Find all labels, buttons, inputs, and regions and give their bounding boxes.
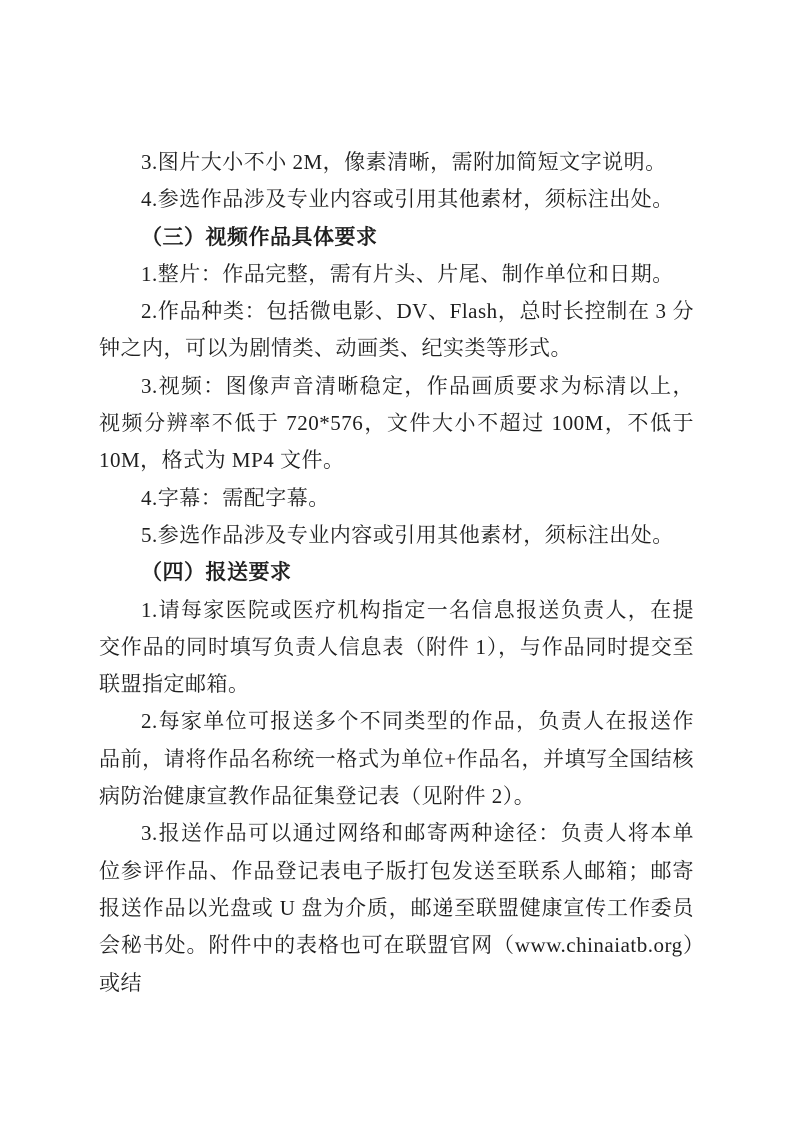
body-paragraph: 1.整片：作品完整，需有片头、片尾、制作单位和日期。 <box>141 261 674 286</box>
body-paragraph: 4.参选作品涉及专业内容或引用其他素材，须标注出处。 <box>141 187 674 212</box>
body-paragraph: 3.视频：图像声音清晰稳定，作品画质要求为标清以上，视频分辨率不低于 720*576，文件大小不超过 100M，不低于 10M，格式为 MP4 文件。 <box>99 373 694 473</box>
document-body <box>99 144 694 1002</box>
section-heading: （四）报送要求 <box>141 560 292 585</box>
body-paragraph: 5.参选作品涉及专业内容或引用其他素材，须标注出处。 <box>141 522 674 547</box>
body-paragraph: 2.作品种类：包括微电影、DV、Flash，总时长控制在 3 分钟之内，可以为剧情类、动画类、纪实类等形式。 <box>99 299 694 361</box>
section-heading: （三）视频作品具体要求 <box>141 224 378 249</box>
body-paragraph: 1.请每家医院或医疗机构指定一名信息报送负责人，在提交作品的同时填写负责人信息表（附件 1），与作品同时提交至联盟指定邮箱。 <box>99 597 694 697</box>
body-paragraph: 4.字幕：需配字幕。 <box>141 485 330 510</box>
body-paragraph: 3.图片大小不小 2M，像素清晰，需附加简短文字说明。 <box>141 150 667 174</box>
body-paragraph: 2.每家单位可报送多个不同类型的作品，负责人在报送作品前，请将作品名称统一格式为单位+作品名，并填写全国结核病防治健康宣教作品征集登记表（见附件 2）。 <box>99 709 694 809</box>
body-paragraph: 3.报送作品可以通过网络和邮寄两种途径：负责人将本单位参评作品、作品登记表电子版打包发送至联系人邮箱；邮寄报送作品以光盘或 U 盘为介质，邮递至联盟健康宣传工作委员会秘书处。附件中的表格也可在联盟官网（www.chinaiatb.org）或结 <box>99 821 694 995</box>
